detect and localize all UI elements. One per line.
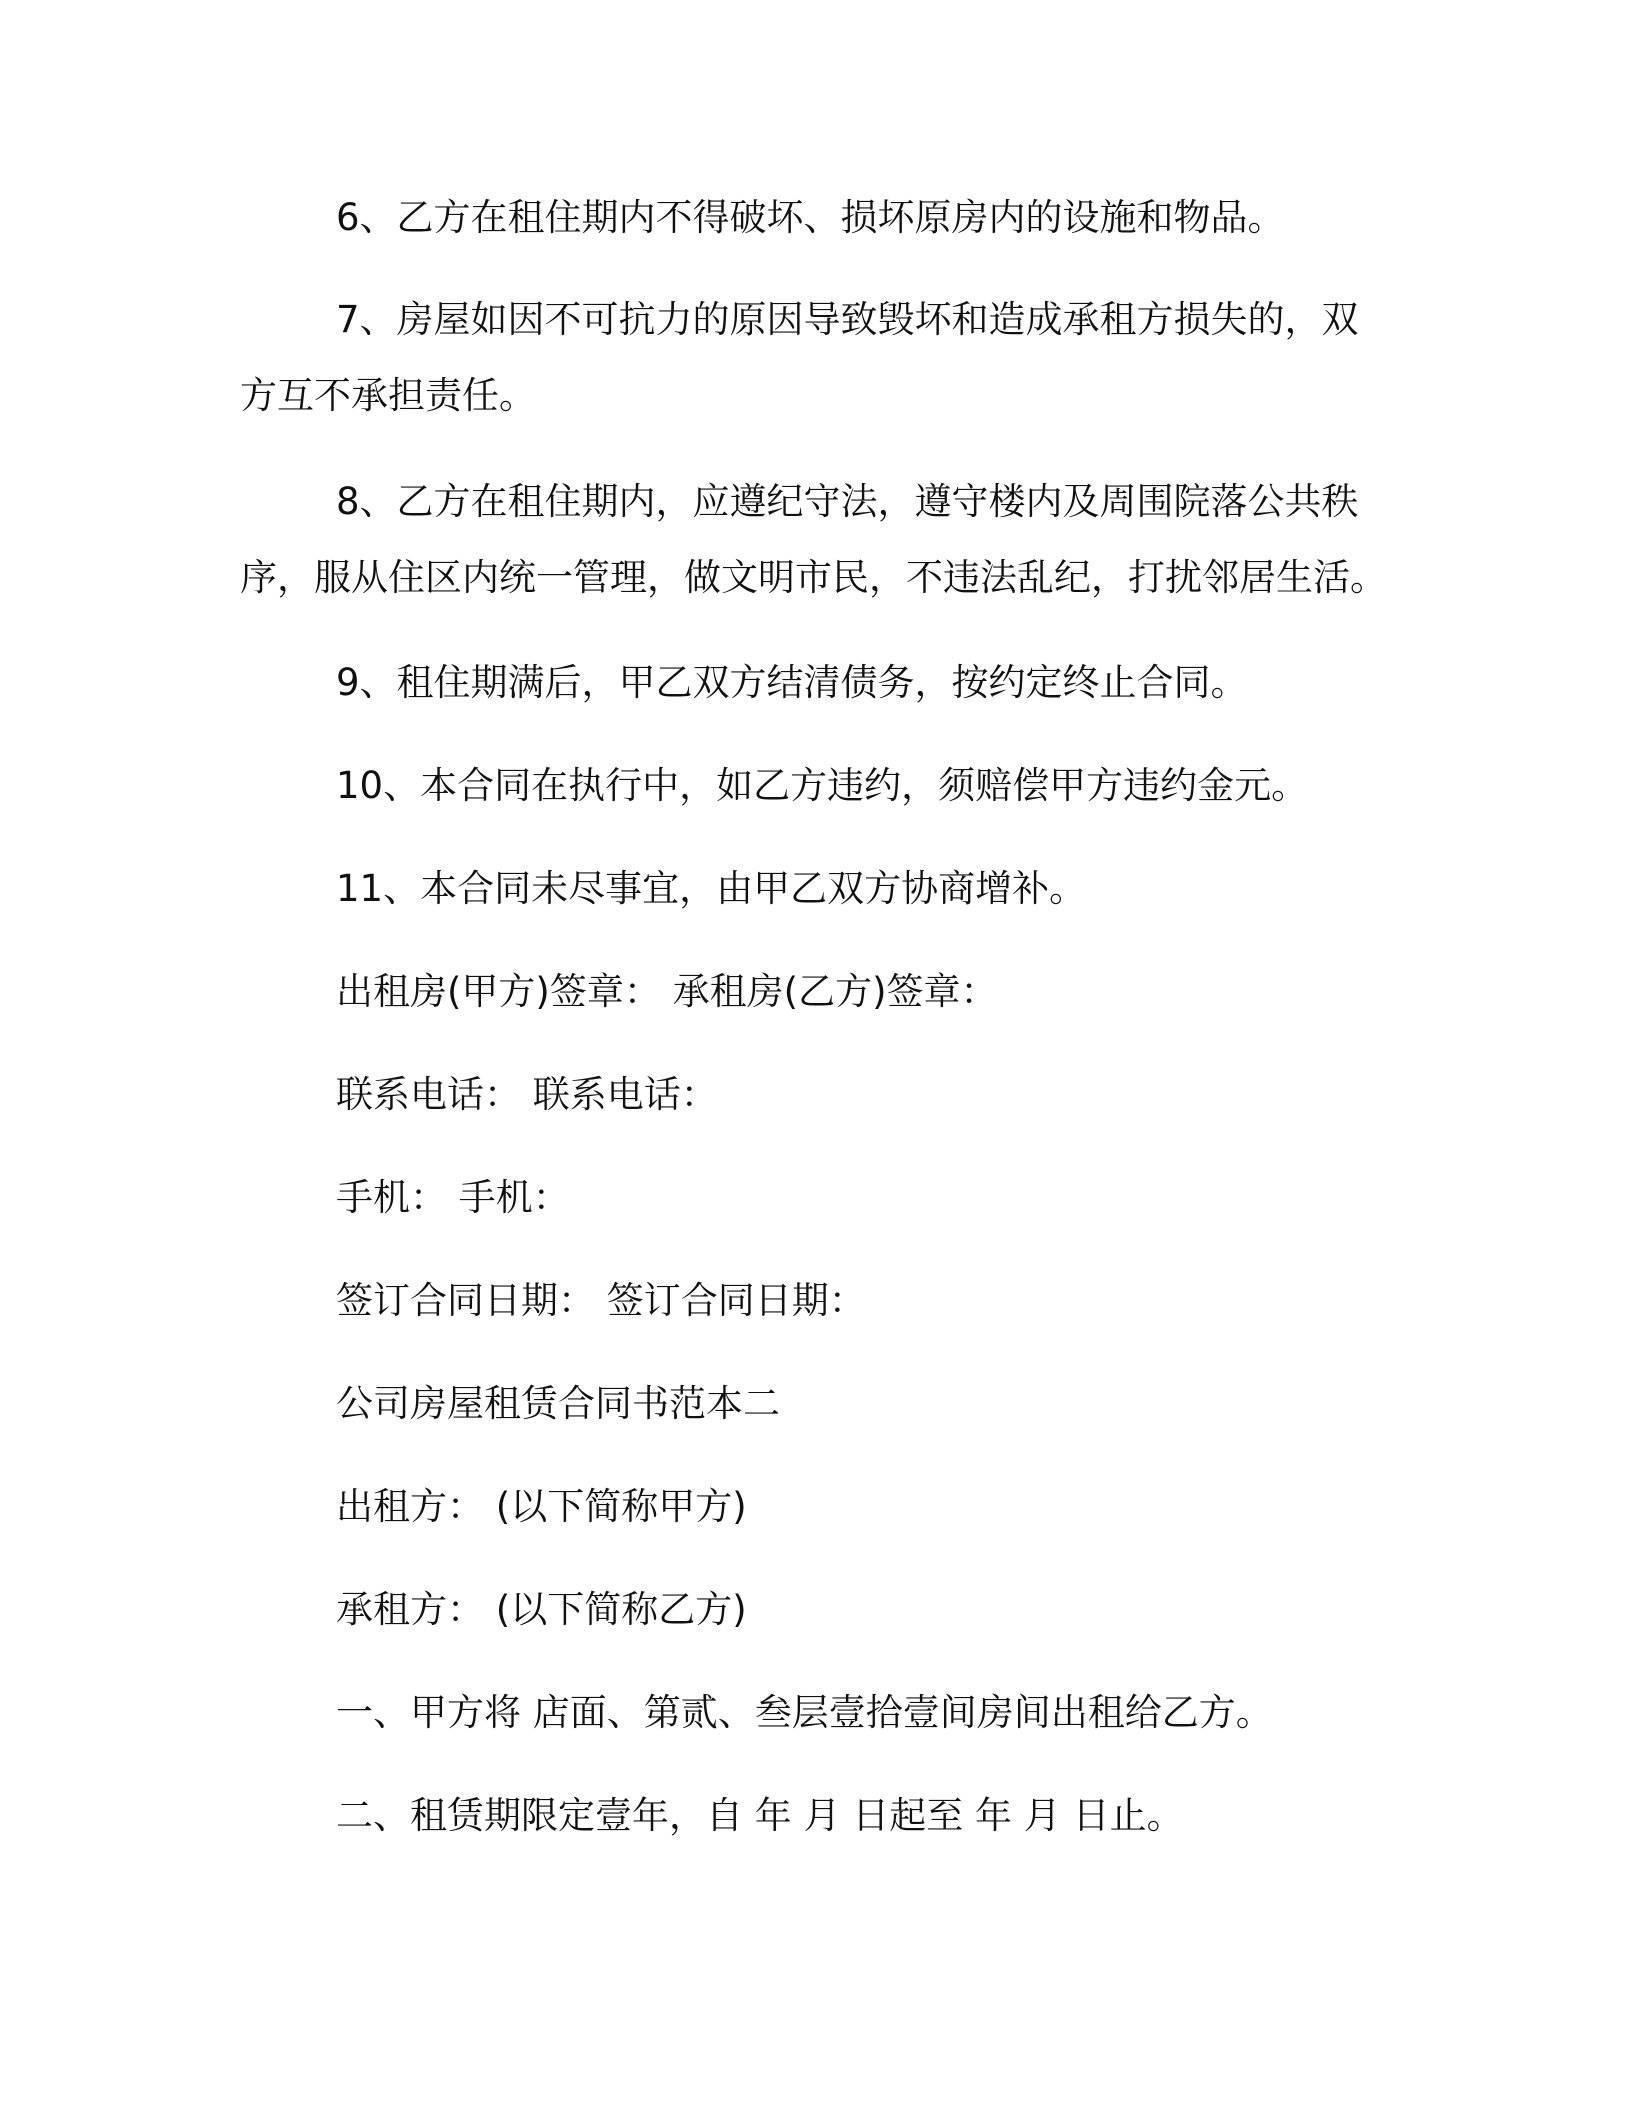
clause-11: 11、本合同未尽事宜，由甲乙双方协商增补。 xyxy=(336,867,1087,910)
section-heading: 公司房屋租赁合同书范本二 xyxy=(336,1382,780,1425)
clause-7: 7、房屋如因不可抗力的原因导致毁坏和造成承租方损失的，双方互不承担责任。 xyxy=(240,298,1359,417)
clause-8: 8、乙方在租住期内，应遵纪守法，遵守楼内及周围院落公共秩序，服从住区内统一管理，做文明市民，不违法乱纪，打扰邻居生活。 xyxy=(240,480,1387,599)
clause-9: 9、租住期满后，甲乙双方结清债务，按约定终止合同。 xyxy=(336,661,1248,704)
mobile-line: 手机： 手机： xyxy=(336,1176,570,1219)
phone-line: 联系电话： 联系电话： xyxy=(336,1073,718,1116)
signing-date-line: 签订合同日期： 签订合同日期： xyxy=(336,1279,866,1322)
clause-6: 6、乙方在租住期内不得破坏、损坏原房内的设施和物品。 xyxy=(336,196,1285,239)
article-1: 一、甲方将 店面、第贰、叁层壹拾壹间房间出租给乙方。 xyxy=(336,1691,1273,1734)
lessor-line: 出租方： (以下简称甲方) xyxy=(336,1485,747,1528)
lessee-line: 承租方： (以下简称乙方) xyxy=(336,1588,747,1631)
signature-line: 出租房(甲方)签章： 承租房(乙方)签章： xyxy=(336,970,998,1013)
clause-10: 10、本合同在执行中，如乙方违约，须赔偿甲方违约金元。 xyxy=(336,764,1309,807)
article-2: 二、租赁期限定壹年，自 年 月 日起至 年 月 日止。 xyxy=(336,1794,1184,1837)
